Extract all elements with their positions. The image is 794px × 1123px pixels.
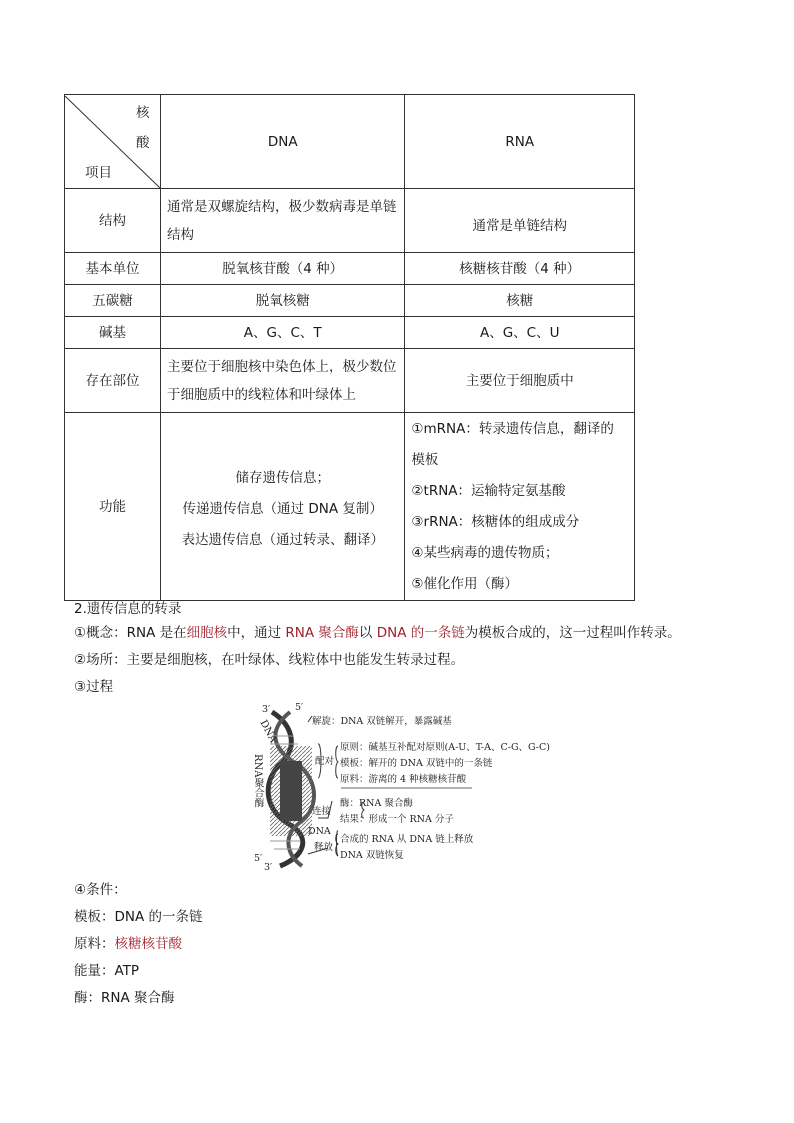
table-header-row [65,95,635,189]
row-label: 基本单位 [65,253,161,285]
function-dna-line: 储存遗传信息； [235,470,330,486]
label-5prime-bottom: 5′ [254,853,263,864]
corner-header-cell [65,95,161,189]
row-label: 结构 [65,189,161,253]
label-dna-strand: DNA [257,718,279,745]
function-rna-line: ①mRNA：转录遗传信息，翻译的 [411,420,614,437]
table-row [65,285,635,317]
corner-mid-text: 酸 [136,134,150,151]
table-row [65,189,635,253]
corner-bottom-text: 项目 [85,164,112,181]
header-dna: DNA [161,95,405,189]
table-row [65,253,635,285]
step-link: 连接 [312,806,332,817]
row-rna-value: 主要位于细胞质中 [405,349,635,413]
link-result: 结果：形成一个 RNA 分子 [340,814,454,825]
row-label: 存在部位 [65,349,161,413]
transcription-notes [74,598,754,701]
pair-template: 模板：解开的 DNA 双链中的一条链 [340,758,493,769]
table-row-function [65,413,635,601]
corner-top-text: 核 [136,104,150,121]
row-dna-value: 通常是双螺旋结构，极少数病毒是单链结构 [161,189,405,253]
process-line: ③过程 [74,679,114,695]
table-row [65,317,635,349]
function-rna-cell [405,413,635,601]
row-rna-value: A、G、C、U [405,317,635,349]
link-enzyme: 酶：RNA 聚合酶 [340,798,413,809]
release-rna: 合成的 RNA 从 DNA 链上释放 [340,834,474,845]
transcription-diagram [250,702,550,873]
row-dna-value: A、G、C、T [161,317,405,349]
pair-rule: 原则：碱基互补配对原则(A-U、T-A、C-G、G-C) [340,742,550,753]
function-dna-line: 传递遗传信息（通过 DNA 复制） [182,501,383,517]
condition-material: 原料：核糖核苷酸 [74,936,182,952]
row-rna-value: 通常是单链结构 [405,189,635,253]
step-pair: 配对 [315,756,335,767]
label-3prime-bottom: 3′ [264,862,273,873]
row-dna-value: 主要位于细胞核中染色体上，极少数位于细胞质中的线粒体和叶绿体上 [161,349,405,413]
pair-materials: 原料：游离的 4 种核糖核苷酸 [340,774,467,785]
function-dna-cell [161,413,405,601]
row-label: 碱基 [65,317,161,349]
section-title: 2.遗传信息的转录 [74,601,182,617]
row-dna-value: 脱氧核糖 [161,285,405,317]
release-restore: DNA 双链恢复 [340,850,404,861]
row-rna-value: 核糖核苷酸（4 种） [405,253,635,285]
highlight-dna-strand: DNA 的一条链 [376,625,465,641]
function-dna-line: 表达遗传信息（通过转录、翻译） [181,532,384,548]
label-3prime-top: 3′ [262,704,271,715]
row-label: 五碳糖 [65,285,161,317]
place-line: ②场所：主要是细胞核，在叶绿体、线粒体中也能发生转录过程。 [74,652,465,668]
header-rna: RNA [405,95,635,189]
conditions-title: ④条件： [74,882,127,898]
step-unwind: 解旋：DNA 双链解开，暴露碱基 [312,716,452,727]
highlight-nucleus: 细胞核 [186,625,228,641]
table-row [65,349,635,413]
row-rna-value: 核糖 [405,285,635,317]
function-rna-line: ②tRNA：运输特定氨基酸 [411,482,566,499]
label-rna-polymerase: RNA聚合酶 [252,754,263,808]
function-rna-line: 模板 [411,451,439,468]
comparison-table [64,94,635,601]
condition-template: 模板：DNA 的一条链 [74,909,203,925]
condition-energy: 能量：ATP [74,963,140,979]
function-rna-line: ④某些病毒的遗传物质； [411,544,559,561]
function-rna-line: ③rRNA：核糖体的组成成分 [411,513,580,530]
highlight-ribonucleotide: 核糖核苷酸 [114,936,182,952]
concept-line: ①概念：RNA 是在细胞核中，通过 RNA 聚合酶以 DNA 的一条链为模板合成的，这一过程叫作转录。 [74,625,681,641]
label-5prime-top: 5′ [295,702,304,713]
label-dna-middle: DNA [308,826,331,837]
row-dna-value: 脱氧核苷酸（4 种） [161,253,405,285]
highlight-rna-polymerase: RNA 聚合酶 [285,625,359,641]
row-label: 功能 [65,413,161,601]
conditions [74,877,203,1012]
condition-enzyme: 酶：RNA 聚合酶 [74,990,175,1006]
step-release: 释放 [314,842,334,853]
function-rna-line: ⑤催化作用（酶） [411,575,519,592]
